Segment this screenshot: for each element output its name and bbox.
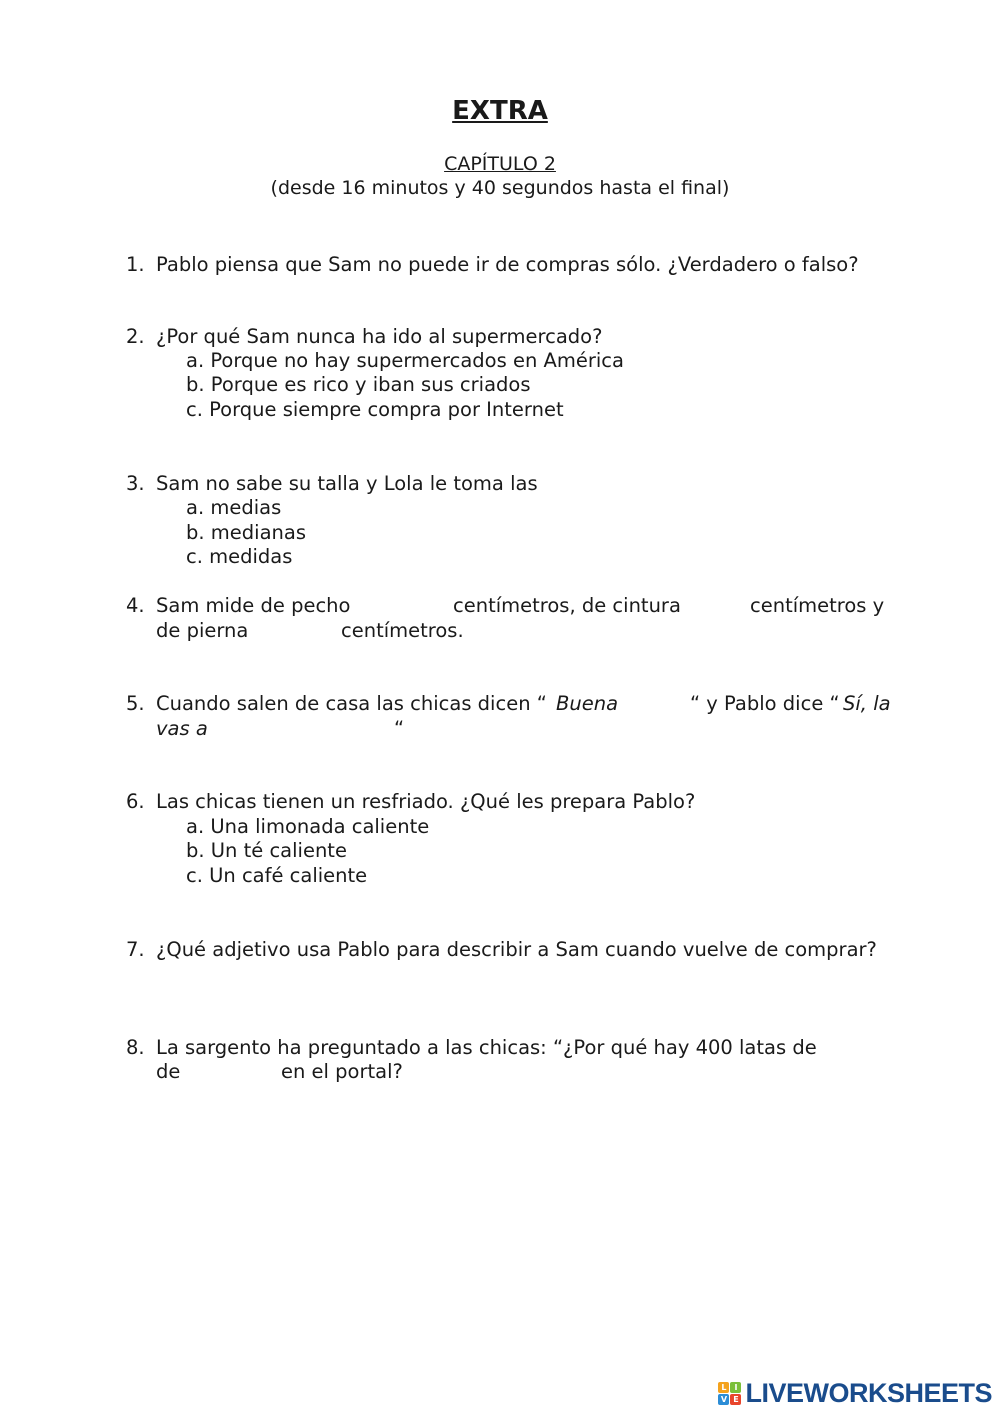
logo-text: LIVEWORKSHEETS bbox=[745, 1377, 992, 1408]
liveworksheets-logo bbox=[718, 1378, 992, 1408]
question-text-part: La sargento ha preguntado a las chicas: “¿Por qué hay 400 latas de bbox=[156, 1036, 817, 1059]
question-text-italic: Sí, la bbox=[843, 692, 891, 715]
question-text-part: centímetros. bbox=[341, 619, 464, 642]
option-b[interactable]: b. Un té caliente bbox=[186, 839, 347, 862]
question-text: Pablo piensa que Sam no puede ir de compras sólo. ¿Verdadero o falso? bbox=[156, 253, 859, 276]
question-text-part: Sam mide de pecho bbox=[156, 594, 351, 617]
question-number: 5. bbox=[126, 692, 145, 715]
question-text-part: centímetros, de cintura bbox=[453, 594, 681, 617]
answer-blank-buena[interactable] bbox=[625, 692, 687, 716]
logo-tile: E bbox=[730, 1394, 741, 1405]
question-text-part: “ y Pablo dice “ bbox=[690, 692, 840, 715]
question-number: 6. bbox=[126, 790, 145, 813]
live-logo-icon bbox=[718, 1382, 741, 1405]
option-c[interactable]: c. Un café caliente bbox=[186, 864, 368, 887]
question-text-part: centímetros y bbox=[750, 594, 885, 617]
question-text-part: en el portal? bbox=[281, 1060, 403, 1083]
question-number: 2. bbox=[126, 325, 145, 348]
answer-blank-cintura[interactable] bbox=[690, 594, 748, 618]
option-a[interactable]: a. medias bbox=[186, 496, 282, 519]
question-text-part: de bbox=[156, 1060, 181, 1083]
question-text-italic: vas a bbox=[156, 717, 208, 740]
question-text: Las chicas tienen un resfriado. ¿Qué les prepara Pablo? bbox=[156, 790, 696, 813]
subtitle: (desde 16 minutos y 40 segundos hasta el final) bbox=[270, 177, 730, 199]
option-c[interactable]: c. medidas bbox=[186, 545, 293, 568]
question-number: 7. bbox=[126, 938, 145, 961]
question-text-part: Cuando salen de casa las chicas dicen “ bbox=[156, 692, 547, 715]
question-number: 3. bbox=[126, 472, 145, 495]
answer-blank-pierna[interactable] bbox=[253, 619, 338, 643]
option-b[interactable]: b. medianas bbox=[186, 521, 306, 544]
option-b[interactable]: b. Porque es rico y iban sus criados bbox=[186, 373, 531, 396]
answer-blank-vas-a[interactable] bbox=[214, 717, 390, 741]
option-a[interactable]: a. Una limonada caliente bbox=[186, 815, 430, 838]
logo-tile: V bbox=[718, 1394, 729, 1405]
question-text-part: de pierna bbox=[156, 619, 249, 642]
title: EXTRA bbox=[452, 96, 548, 126]
question-text: ¿Qué adjetivo usa Pablo para describir a Sam cuando vuelve de comprar? bbox=[156, 938, 877, 961]
question-text-italic: Buena bbox=[556, 692, 619, 715]
question-text-part: “ bbox=[394, 717, 405, 740]
option-a[interactable]: a. Porque no hay supermercados en América bbox=[186, 349, 624, 372]
option-c[interactable]: c. Porque siempre compra por Internet bbox=[186, 398, 564, 421]
logo-tile: I bbox=[730, 1382, 741, 1393]
question-number: 1. bbox=[126, 253, 145, 276]
answer-blank-pecho[interactable] bbox=[358, 594, 450, 618]
question-number: 8. bbox=[126, 1036, 145, 1059]
question-number: 4. bbox=[126, 594, 145, 617]
question-text: ¿Por qué Sam nunca ha ido al supermercado? bbox=[156, 325, 603, 348]
question-text: Sam no sabe su talla y Lola le toma las bbox=[156, 472, 538, 495]
logo-tile: L bbox=[718, 1382, 729, 1393]
answer-blank-latas[interactable] bbox=[185, 1060, 277, 1084]
chapter-heading: CAPÍTULO 2 bbox=[444, 153, 556, 175]
